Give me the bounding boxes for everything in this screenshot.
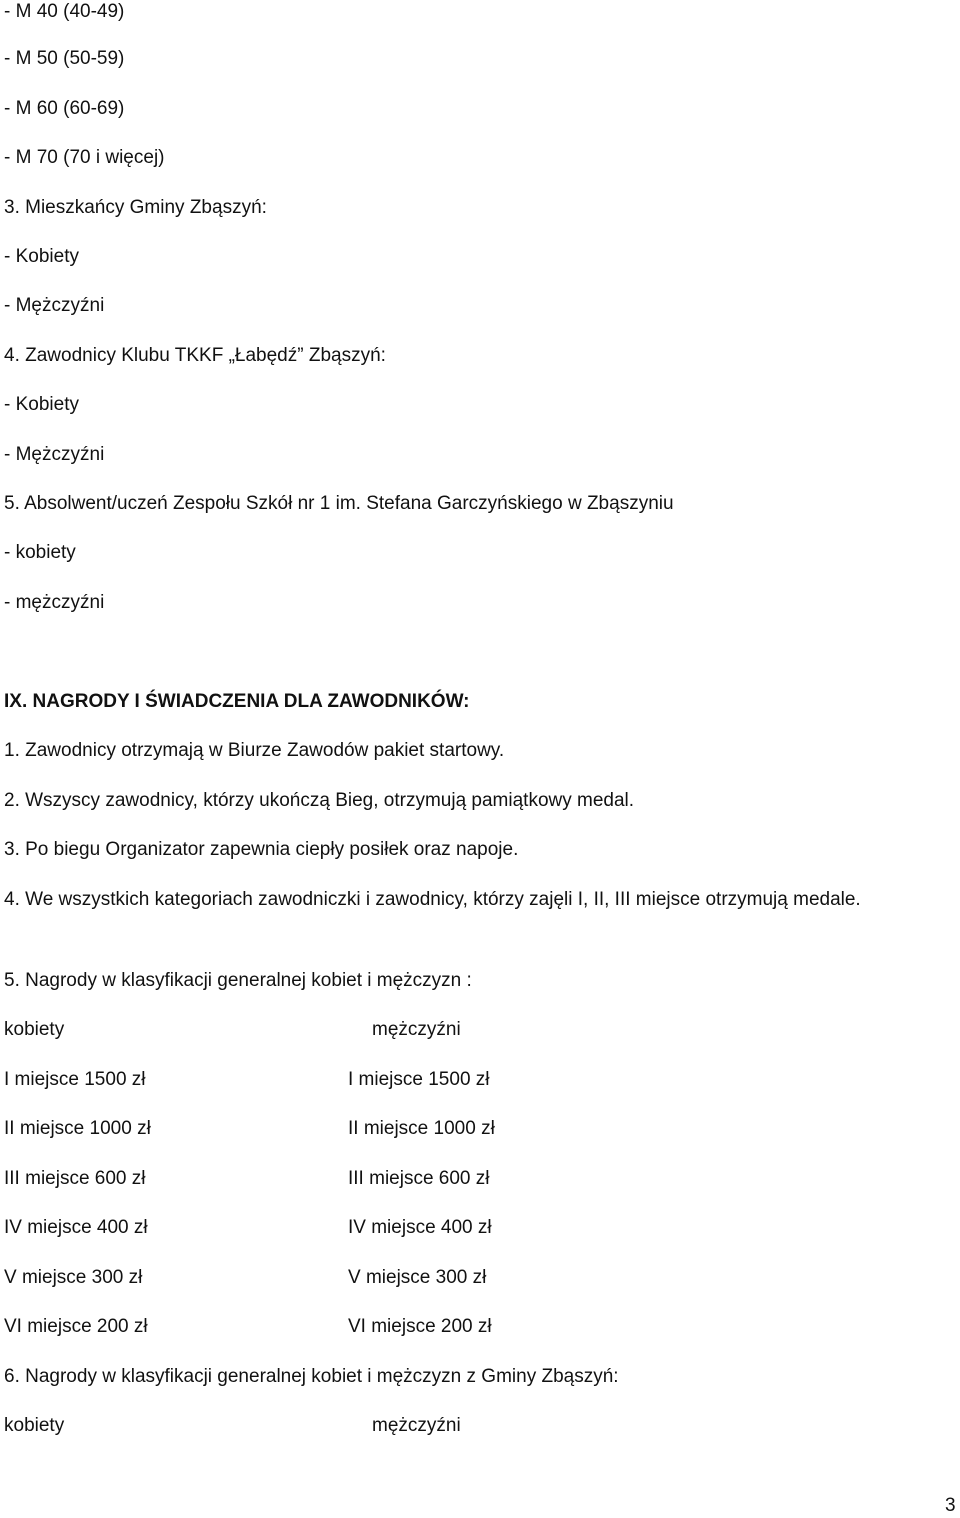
prizes-column-men-header: mężczyźni: [372, 1019, 461, 1040]
section-ix-point-3: 3. Po biegu Organizator zapewnia ciepły posiłek oraz napoje.: [4, 839, 519, 860]
gmina-column-men-header: mężczyźni: [372, 1415, 461, 1436]
prize-women-1: I miejsce 1500 zł: [4, 1069, 146, 1090]
prize-women-5: V miejsce 300 zł: [4, 1267, 143, 1288]
section-ix-heading: IX. NAGRODY I ŚWIADCZENIA DLA ZAWODNIKÓW:: [4, 691, 470, 712]
group-5-women: - kobiety: [4, 542, 76, 563]
age-category-m50: - M 50 (50-59): [4, 48, 125, 69]
age-category-m70: - M 70 (70 i więcej): [4, 147, 165, 168]
prize-men-1: I miejsce 1500 zł: [348, 1069, 490, 1090]
prize-men-3: III miejsce 600 zł: [348, 1168, 490, 1189]
prize-men-2: II miejsce 1000 zł: [348, 1118, 495, 1139]
section-ix-point-1: 1. Zawodnicy otrzymają w Biurze Zawodów pakiet startowy.: [4, 740, 505, 761]
prize-women-3: III miejsce 600 zł: [4, 1168, 146, 1189]
prize-women-6: VI miejsce 200 zł: [4, 1316, 148, 1337]
group-3-title: 3. Mieszkańcy Gminy Zbąszyń:: [4, 197, 267, 218]
prize-women-4: IV miejsce 400 zł: [4, 1217, 148, 1238]
general-classification-title: 5. Nagrody w klasyfikacji generalnej kobiet i mężczyzn :: [4, 970, 472, 991]
group-3-men: - Mężczyźni: [4, 295, 105, 316]
age-category-m60: - M 60 (60-69): [4, 98, 125, 119]
group-4-men: - Mężczyźni: [4, 444, 105, 465]
gmina-column-women-header: kobiety: [4, 1415, 65, 1436]
group-4-title: 4. Zawodnicy Klubu TKKF „Łabędź” Zbąszyń:: [4, 345, 386, 366]
prize-men-4: IV miejsce 400 zł: [348, 1217, 492, 1238]
section-ix-point-2: 2. Wszyscy zawodnicy, którzy ukończą Bieg, otrzymują pamiątkowy medal.: [4, 790, 635, 811]
prize-men-5: V miejsce 300 zł: [348, 1267, 487, 1288]
section-ix-point-4: 4. We wszystkich kategoriach zawodniczki i zawodnicy, którzy zajęli I, II, III miejsce otrzymują medale.: [4, 889, 861, 910]
group-4-women: - Kobiety: [4, 394, 79, 415]
group-5-men: - mężczyźni: [4, 592, 105, 613]
group-5-title: 5. Absolwent/uczeń Zespołu Szkół nr 1 im. Stefana Garczyńskiego w Zbąszyniu: [4, 493, 674, 514]
prizes-column-women-header: kobiety: [4, 1019, 65, 1040]
prize-women-2: II miejsce 1000 zł: [4, 1118, 151, 1139]
age-category-m40: - M 40 (40-49): [4, 1, 125, 22]
group-3-women: - Kobiety: [4, 246, 79, 267]
page-number: 3: [945, 1495, 956, 1516]
prize-men-6: VI miejsce 200 zł: [348, 1316, 492, 1337]
gmina-classification-title: 6. Nagrody w klasyfikacji generalnej kobiet i mężczyzn z Gminy Zbąszyń:: [4, 1366, 619, 1387]
